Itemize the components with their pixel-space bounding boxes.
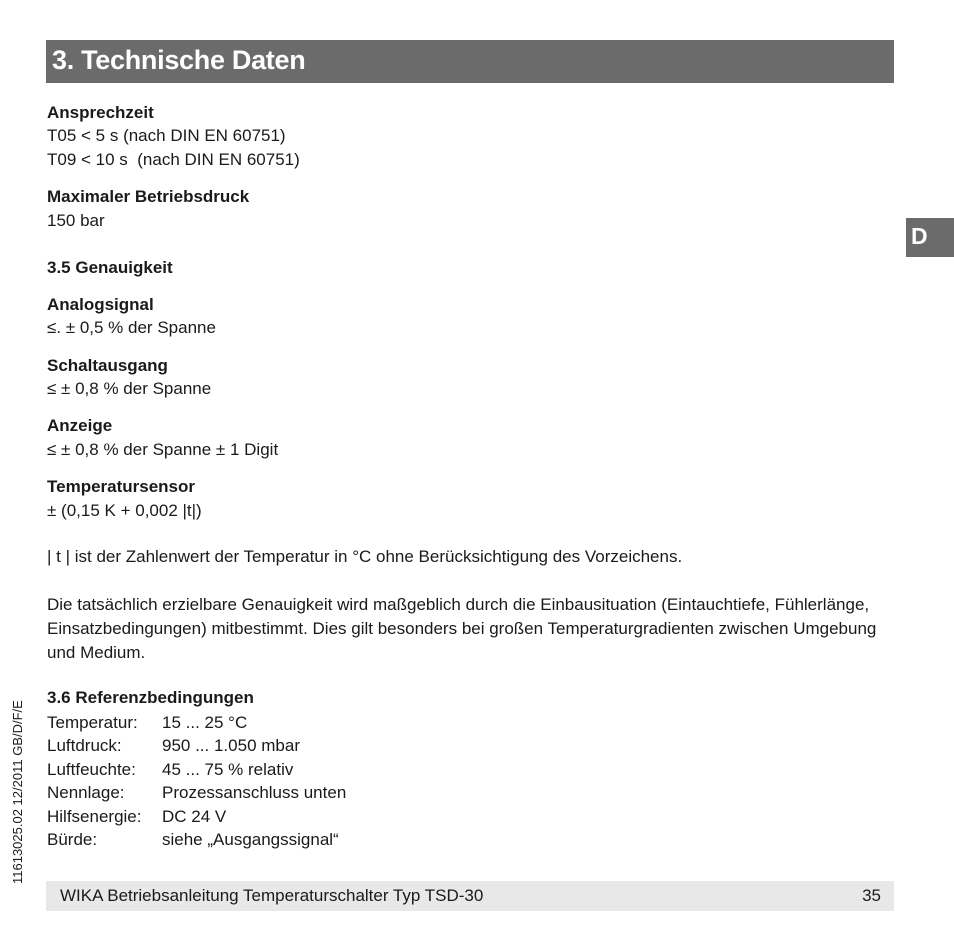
language-tab-label: D [911,223,928,249]
section-header-bar [46,40,894,83]
analogsignal-value: ≤. ± 0,5 % der Spanne [47,318,216,337]
referenz-key: Luftfeuchte: [47,759,136,779]
referenz-value: Prozessanschluss unten [162,783,347,803]
referenz-key: Luftdruck: [47,736,122,756]
footer-title: WIKA Betriebsanleitung Temperaturschalter Typ TSD-30 [60,886,484,905]
referenz-value: 950 ... 1.050 mbar [162,736,300,756]
ansprechzeit-t09: T09 < 10 s (nach DIN EN 60751) [47,150,300,169]
referenz-key: Temperatur: [47,713,138,732]
note-t-definition: | t | ist der Zahlenwert der Temperatur in °C ohne Berücksichtigung des Vorzeichens. [47,547,683,566]
section-title: 3. Technische Daten [52,45,306,75]
betriebsdruck-heading: Maximaler Betriebsdruck [47,187,250,206]
schaltausgang-heading: Schaltausgang [47,356,168,375]
document-code: 11613025.02 12/2011 GB/D/F/E [10,700,25,884]
analogsignal-heading: Analogsignal [47,295,154,314]
anzeige-value: ≤ ± 0,8 % der Spanne ± 1 Digit [47,440,279,459]
footer-bar [46,881,894,911]
temperatursensor-value: ± (0,15 K + 0,002 |t|) [47,501,202,520]
referenz-value: 45 ... 75 % relativ [162,759,294,779]
ansprechzeit-t05: T05 < 5 s (nach DIN EN 60751) [47,126,286,145]
genauigkeit-heading: 3.5 Genauigkeit [47,258,173,277]
referenz-value: 15 ... 25 °C [162,713,248,732]
language-tab [906,218,954,257]
schaltausgang-value: ≤ ± 0,8 % der Spanne [47,379,212,398]
referenz-key: Hilfsenergie: [47,806,142,826]
page-number: 35 [862,886,881,905]
referenz-value: siehe „Ausgangssignal“ [162,829,339,849]
referenz-heading: 3.6 Referenzbedingungen [47,688,254,707]
ansprechzeit-heading: Ansprechzeit [47,103,154,122]
temperatursensor-heading: Temperatursensor [47,477,196,496]
anzeige-heading: Anzeige [47,416,113,435]
referenz-key: Nennlage: [47,783,125,803]
referenz-value: DC 24 V [162,806,227,826]
betriebsdruck-value: 150 bar [47,211,105,230]
referenz-key: Bürde: [47,829,98,849]
note-genauigkeit: Die tatsächlich erzielbare Genauigkeit wird maßgeblich durch die Einbausituation (Eintauchtiefe, Fühlerlänge, Einsatzbedingungen) mitbestimmt. Dies gilt besonders bei großen Temperaturgradienten zwischen Umgebung und Medium. [47,595,877,662]
